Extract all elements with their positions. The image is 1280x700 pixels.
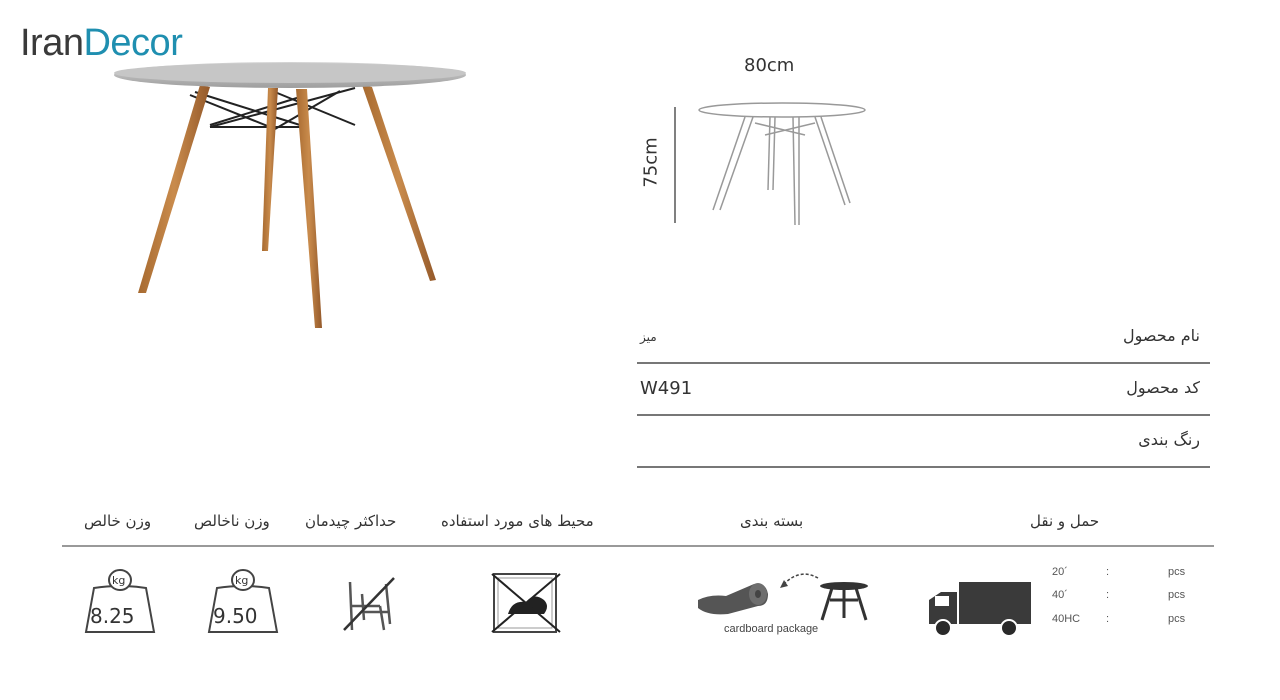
header-max-stack: حداکثر چیدمان [305,512,397,530]
shipping-container: 40´ [1052,589,1068,601]
shipping-unit: pcs [1168,613,1186,625]
packaging-label: cardboard package [724,623,819,635]
shipping-unit: pcs [1168,589,1186,601]
shipping-separator: : [1106,589,1110,601]
spec-label-code: کد محصول [1126,378,1200,397]
header-net-weight: وزن خالص [84,512,152,530]
shipping-container: 40HC [1052,613,1081,625]
net-weight-unit: kg [112,574,126,587]
truck-icon [925,578,1033,640]
shipping-table [1050,566,1200,630]
spec-value-name: میز [640,330,657,344]
net-weight-value: 8.25 [90,604,135,628]
product-image [100,55,480,340]
shipping-container: 20´ [1052,566,1068,578]
gross-weight-value: 9.50 [213,604,258,628]
no-stack-icon [340,572,398,634]
shipping-separator: : [1106,566,1110,578]
spec-label-name: نام محصول [1123,326,1200,345]
spec-label-color: رنگ بندی [1138,430,1200,449]
spec-row-code [637,364,1210,416]
logo-part-iran: Iran [20,22,84,64]
shipping-unit: pcs [1168,566,1186,578]
width-dimension: 80cm [744,55,795,76]
header-transport: حمل و نقل [1030,512,1100,530]
shipping-separator: : [1106,613,1110,625]
arrow-icon [776,568,822,594]
header-environments: محیط های مورد استفاده [441,512,594,530]
dimension-drawing [665,95,885,235]
gross-weight-unit: kg [235,574,249,587]
logo-part-decor: Decor [83,22,183,64]
small-table-icon [818,580,870,622]
header-divider [62,545,1214,547]
header-packaging: بسته بندی [740,512,804,530]
no-outdoor-icon [488,570,564,636]
spec-row-name [637,312,1210,364]
height-dimension-label: 75cm [640,137,662,188]
spec-row-color [637,416,1210,468]
cardboard-roll-icon [696,572,772,620]
spec-value-code: W491 [640,378,693,399]
header-gross-weight: وزن ناخالص [194,512,270,530]
